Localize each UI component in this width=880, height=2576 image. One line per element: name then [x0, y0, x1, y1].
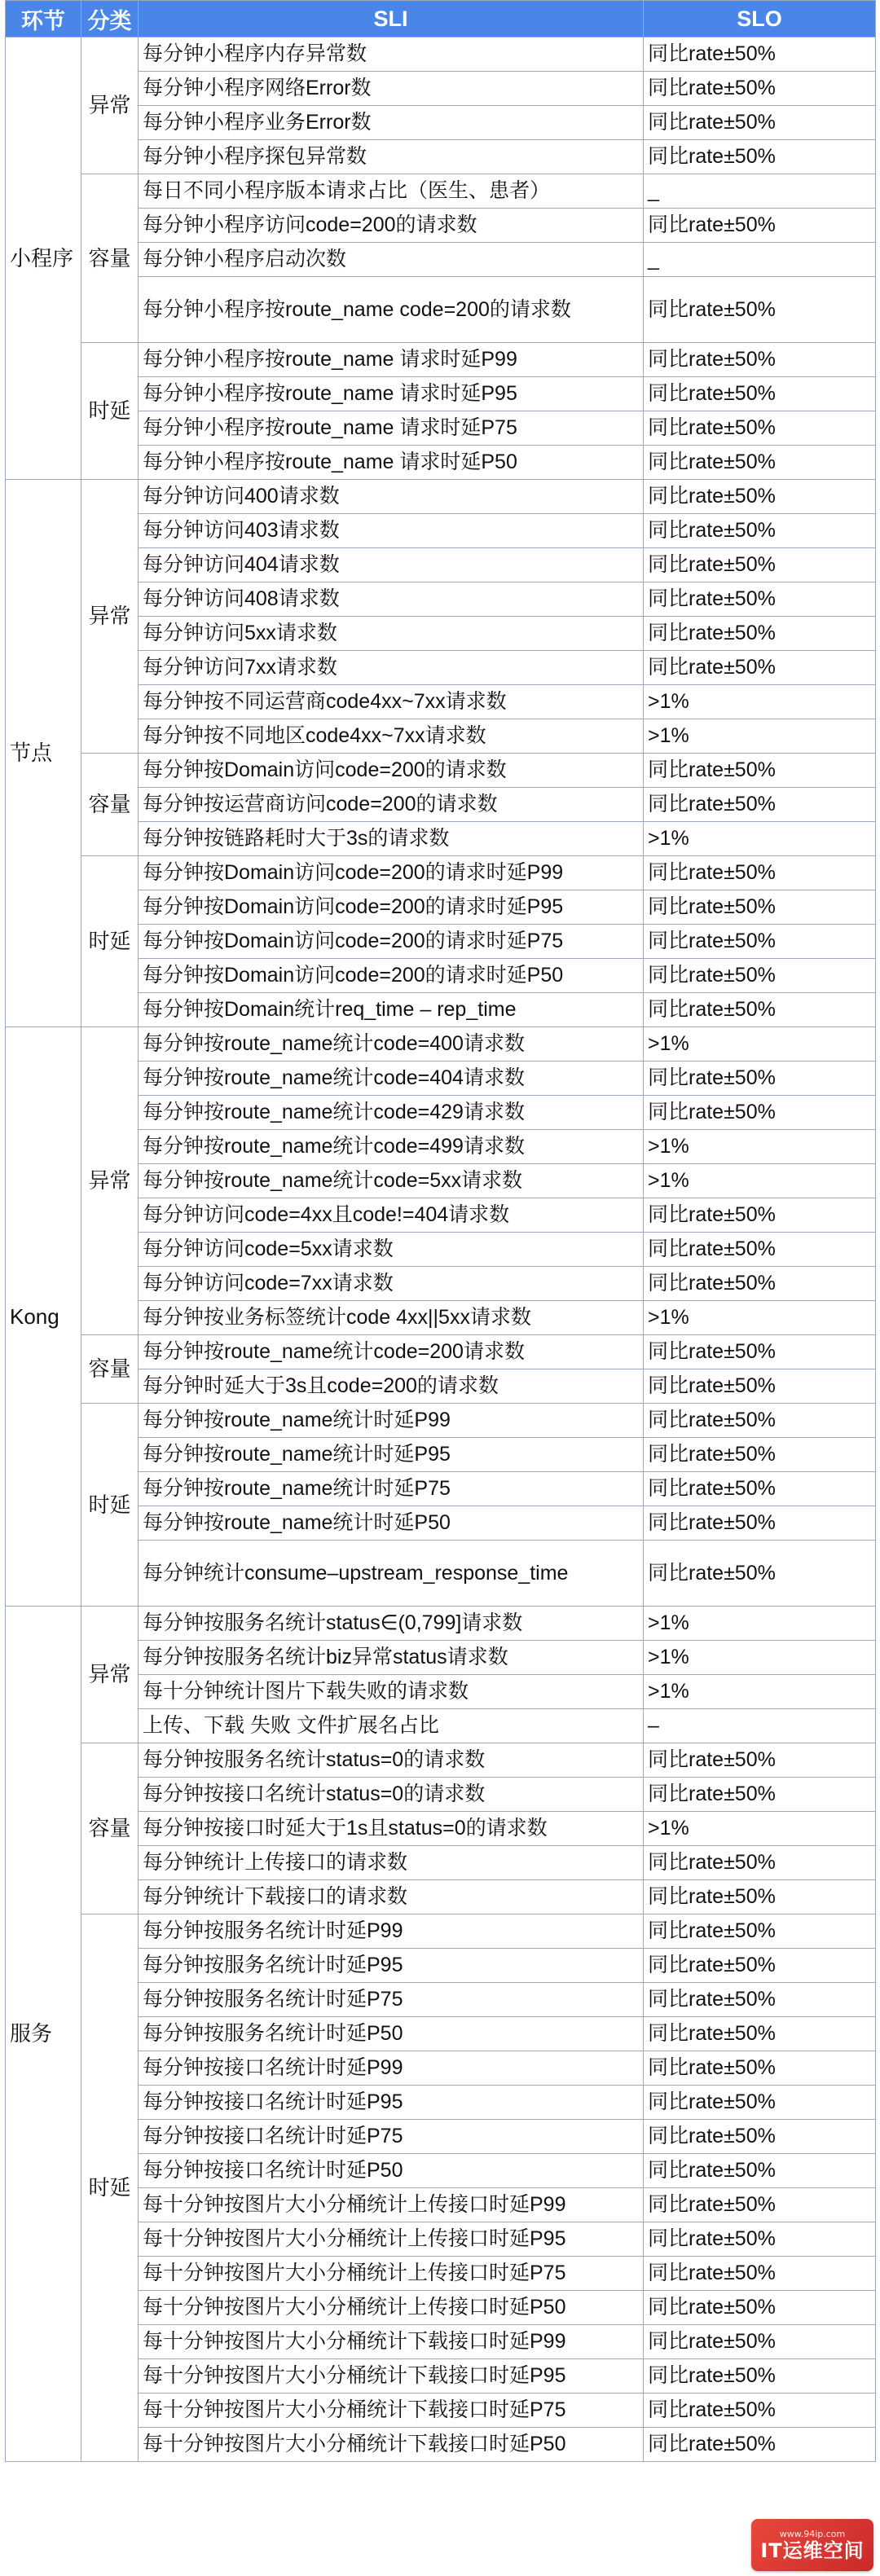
slo-cell: 同比rate±50% — [644, 1472, 876, 1506]
slo-cell: 同比rate±50% — [644, 1949, 876, 1983]
sli-cell: 每分钟按不同运营商code4xx~7xx请求数 — [139, 685, 644, 719]
sli-cell: 每分钟按服务名统计时延P99 — [139, 1914, 644, 1949]
slo-cell: >1% — [644, 1812, 876, 1846]
slo-cell: 同比rate±50% — [644, 2359, 876, 2394]
table-row — [6, 174, 876, 209]
sli-cell: 每分钟统计consume–upstream_response_time — [139, 1541, 644, 1607]
slo-cell: >1% — [644, 1027, 876, 1062]
sli-cell: 每分钟按route_name统计时延P99 — [139, 1404, 644, 1438]
sli-cell: 每十分钟按图片大小分桶统计上传接口时延P95 — [139, 2222, 644, 2257]
slo-cell: >1% — [644, 822, 876, 856]
slo-cell: 同比rate±50% — [644, 2154, 876, 2188]
sli-slo-table — [5, 0, 876, 2462]
slo-cell: 同比rate±50% — [644, 1983, 876, 2017]
sli-cell: 每十分钟按图片大小分桶统计上传接口时延P99 — [139, 2188, 644, 2222]
sli-cell: 每十分钟按图片大小分桶统计下载接口时延P75 — [139, 2394, 644, 2428]
slo-cell: 同比rate±50% — [644, 1541, 876, 1607]
sli-cell: 每分钟按服务名统计时延P95 — [139, 1949, 644, 1983]
category-cell: 时延 — [81, 1914, 139, 2462]
stage-cell: 小程序 — [6, 37, 81, 480]
sli-cell: 每十分钟按图片大小分桶统计上传接口时延P50 — [139, 2291, 644, 2325]
slo-cell: 同比rate±50% — [644, 2325, 876, 2359]
sli-cell: 每分钟按链路耗时大于3s的请求数 — [139, 822, 644, 856]
sli-cell: 每分钟按route_name统计code=200请求数 — [139, 1335, 644, 1369]
slo-cell: >1% — [644, 1675, 876, 1709]
sli-cell: 每分钟统计下载接口的请求数 — [139, 1880, 644, 1914]
slo-cell: 同比rate±50% — [644, 1743, 876, 1778]
slo-cell: 同比rate±50% — [644, 37, 876, 72]
sli-cell: 每分钟小程序访问code=200的请求数 — [139, 209, 644, 243]
slo-cell: 同比rate±50% — [644, 925, 876, 959]
slo-cell: 同比rate±50% — [644, 277, 876, 343]
category-cell: 容量 — [81, 1335, 139, 1404]
table-header-row — [6, 1, 876, 37]
sli-cell: 每分钟小程序网络Error数 — [139, 72, 644, 106]
sli-cell: 每分钟时延大于3s且code=200的请求数 — [139, 1369, 644, 1404]
watermark-logo — [751, 2519, 873, 2571]
slo-cell: 同比rate±50% — [644, 1506, 876, 1541]
sli-cell: 每分钟小程序按route_name 请求时延P99 — [139, 343, 644, 377]
slo-cell: 同比rate±50% — [644, 1438, 876, 1472]
header-slo: SLO — [644, 1, 876, 37]
slo-cell: 同比rate±50% — [644, 651, 876, 685]
slo-cell: 同比rate±50% — [644, 411, 876, 446]
sli-cell: 每分钟小程序内存异常数 — [139, 37, 644, 72]
slo-cell: 同比rate±50% — [644, 617, 876, 651]
slo-cell: 同比rate±50% — [644, 2222, 876, 2257]
slo-cell: 同比rate±50% — [644, 1914, 876, 1949]
slo-cell: 同比rate±50% — [644, 1778, 876, 1812]
slo-cell: >1% — [644, 1607, 876, 1641]
slo-cell: 同比rate±50% — [644, 1198, 876, 1233]
sli-cell: 每分钟小程序启动次数 — [139, 243, 644, 277]
sli-cell: 每分钟按运营商访问code=200的请求数 — [139, 788, 644, 822]
slo-cell: >1% — [644, 685, 876, 719]
sli-cell: 每分钟按Domain访问code=200的请求时延P50 — [139, 959, 644, 993]
category-cell: 异常 — [81, 37, 139, 174]
sli-cell: 每分钟按服务名统计status=0的请求数 — [139, 1743, 644, 1778]
sli-cell: 上传、下载 失败 文件扩展名占比 — [139, 1709, 644, 1743]
table-body — [6, 37, 876, 2462]
watermark-url: www.94ip.com — [779, 2528, 846, 2539]
sli-cell: 每分钟访问7xx请求数 — [139, 651, 644, 685]
sli-cell: 每分钟按route_name统计code=5xx请求数 — [139, 1164, 644, 1198]
sli-cell: 每分钟按route_name统计code=400请求数 — [139, 1027, 644, 1062]
slo-cell: 同比rate±50% — [644, 993, 876, 1027]
sli-cell: 每分钟按Domain统计req_time – rep_time — [139, 993, 644, 1027]
slo-cell: 同比rate±50% — [644, 1369, 876, 1404]
slo-cell: – — [644, 1709, 876, 1743]
sli-cell: 每分钟按接口时延大于1s且status=0的请求数 — [139, 1812, 644, 1846]
sli-cell: 每分钟按route_name统计code=404请求数 — [139, 1062, 644, 1096]
sli-cell: 每分钟访问403请求数 — [139, 514, 644, 548]
slo-cell: 同比rate±50% — [644, 209, 876, 243]
slo-cell: 同比rate±50% — [644, 1096, 876, 1130]
slo-cell: 同比rate±50% — [644, 582, 876, 617]
sli-cell: 每分钟小程序按route_name 请求时延P75 — [139, 411, 644, 446]
slo-cell: 同比rate±50% — [644, 106, 876, 140]
sli-cell: 每十分钟按图片大小分桶统计下载接口时延P99 — [139, 2325, 644, 2359]
stage-cell: 服务 — [6, 1607, 81, 2462]
slo-cell: 同比rate±50% — [644, 1846, 876, 1880]
category-cell: 异常 — [81, 1607, 139, 1743]
table-row — [6, 1607, 876, 1641]
sli-cell: 每分钟按接口名统计时延P75 — [139, 2120, 644, 2154]
sli-cell: 每十分钟统计图片下载失败的请求数 — [139, 1675, 644, 1709]
slo-cell: 同比rate±50% — [644, 1880, 876, 1914]
header-stage: 环节 — [6, 1, 81, 37]
slo-cell: 同比rate±50% — [644, 480, 876, 514]
slo-cell: 同比rate±50% — [644, 2017, 876, 2051]
sli-cell: 每分钟访问5xx请求数 — [139, 617, 644, 651]
sli-cell: 每分钟按服务名统计时延P50 — [139, 2017, 644, 2051]
table-row — [6, 1914, 876, 1949]
slo-cell: 同比rate±50% — [644, 2086, 876, 2120]
slo-cell: 同比rate±50% — [644, 2428, 876, 2462]
table-row — [6, 754, 876, 788]
slo-cell: 同比rate±50% — [644, 548, 876, 582]
sli-cell: 每分钟小程序业务Error数 — [139, 106, 644, 140]
sli-cell: 每分钟按Domain访问code=200的请求数 — [139, 754, 644, 788]
slo-cell: 同比rate±50% — [644, 1062, 876, 1096]
slo-cell: 同比rate±50% — [644, 2188, 876, 2222]
slo-cell: 同比rate±50% — [644, 1233, 876, 1267]
slo-cell: 同比rate±50% — [644, 856, 876, 890]
header-sli: SLI — [139, 1, 644, 37]
category-cell: 异常 — [81, 480, 139, 754]
table-row — [6, 37, 876, 72]
table-row — [6, 343, 876, 377]
slo-cell: 同比rate±50% — [644, 959, 876, 993]
sli-cell: 每分钟访问408请求数 — [139, 582, 644, 617]
category-cell: 容量 — [81, 174, 139, 343]
slo-cell: >1% — [644, 1130, 876, 1164]
category-cell: 异常 — [81, 1027, 139, 1335]
watermark-title: IT运维空间 — [760, 2539, 865, 2562]
table-row — [6, 480, 876, 514]
sli-cell: 每分钟按服务名统计biz异常status请求数 — [139, 1641, 644, 1675]
sli-cell: 每十分钟按图片大小分桶统计下载接口时延P50 — [139, 2428, 644, 2462]
slo-cell: _ — [644, 174, 876, 209]
slo-cell: 同比rate±50% — [644, 343, 876, 377]
sli-cell: 每分钟按route_name统计时延P50 — [139, 1506, 644, 1541]
slo-cell: >1% — [644, 1641, 876, 1675]
table-row — [6, 1335, 876, 1369]
sli-cell: 每分钟统计上传接口的请求数 — [139, 1846, 644, 1880]
slo-cell: 同比rate±50% — [644, 377, 876, 411]
sli-cell: 每分钟小程序探包异常数 — [139, 140, 644, 174]
slo-cell: 同比rate±50% — [644, 446, 876, 480]
sli-cell: 每分钟按route_name统计时延P95 — [139, 1438, 644, 1472]
sli-cell: 每分钟小程序按route_name 请求时延P50 — [139, 446, 644, 480]
sli-cell: 每分钟按Domain访问code=200的请求时延P99 — [139, 856, 644, 890]
sli-cell: 每分钟按接口名统计时延P95 — [139, 2086, 644, 2120]
slo-cell: 同比rate±50% — [644, 754, 876, 788]
sli-cell: 每十分钟按图片大小分桶统计下载接口时延P95 — [139, 2359, 644, 2394]
slo-cell: >1% — [644, 719, 876, 754]
slo-cell: 同比rate±50% — [644, 140, 876, 174]
sli-cell: 每分钟按route_name统计code=429请求数 — [139, 1096, 644, 1130]
sli-cell: 每分钟按接口名统计时延P99 — [139, 2051, 644, 2086]
sli-cell: 每分钟访问code=5xx请求数 — [139, 1233, 644, 1267]
sli-cell: 每十分钟按图片大小分桶统计上传接口时延P75 — [139, 2257, 644, 2291]
sli-cell: 每分钟访问code=4xx且code!=404请求数 — [139, 1198, 644, 1233]
slo-cell: 同比rate±50% — [644, 1404, 876, 1438]
sli-cell: 每分钟小程序按route_name 请求时延P95 — [139, 377, 644, 411]
slo-cell: 同比rate±50% — [644, 2051, 876, 2086]
sli-cell: 每分钟访问404请求数 — [139, 548, 644, 582]
slo-cell: 同比rate±50% — [644, 1267, 876, 1301]
category-cell: 时延 — [81, 1404, 139, 1607]
slo-cell: 同比rate±50% — [644, 514, 876, 548]
sli-cell: 每日不同小程序版本请求占比（医生、患者） — [139, 174, 644, 209]
sli-cell: 每分钟按route_name统计code=499请求数 — [139, 1130, 644, 1164]
category-cell: 时延 — [81, 343, 139, 480]
sli-cell: 每分钟按Domain访问code=200的请求时延P95 — [139, 890, 644, 925]
sli-cell: 每分钟按route_name统计时延P75 — [139, 1472, 644, 1506]
table-row — [6, 1404, 876, 1438]
table-row — [6, 856, 876, 890]
sli-cell: 每分钟小程序按route_name code=200的请求数 — [139, 277, 644, 343]
slo-cell: 同比rate±50% — [644, 2291, 876, 2325]
sli-cell: 每分钟按服务名统计时延P75 — [139, 1983, 644, 2017]
slo-cell: 同比rate±50% — [644, 1335, 876, 1369]
sli-cell: 每分钟按业务标签统计code 4xx||5xx请求数 — [139, 1301, 644, 1335]
slo-cell: 同比rate±50% — [644, 2394, 876, 2428]
slo-cell: 同比rate±50% — [644, 890, 876, 925]
sli-cell: 每分钟按不同地区code4xx~7xx请求数 — [139, 719, 644, 754]
sli-cell: 每分钟按Domain访问code=200的请求时延P75 — [139, 925, 644, 959]
table-row — [6, 1743, 876, 1778]
category-cell: 容量 — [81, 1743, 139, 1914]
category-cell: 容量 — [81, 754, 139, 856]
slo-cell: 同比rate±50% — [644, 72, 876, 106]
sli-cell: 每分钟按接口名统计status=0的请求数 — [139, 1778, 644, 1812]
slo-cell: >1% — [644, 1301, 876, 1335]
sli-cell: 每分钟按接口名统计时延P50 — [139, 2154, 644, 2188]
slo-cell: 同比rate±50% — [644, 788, 876, 822]
sli-cell: 每分钟访问400请求数 — [139, 480, 644, 514]
stage-cell: 节点 — [6, 480, 81, 1027]
sli-cell: 每分钟访问code=7xx请求数 — [139, 1267, 644, 1301]
stage-cell: Kong — [6, 1027, 81, 1607]
slo-cell: 同比rate±50% — [644, 2120, 876, 2154]
slo-cell: >1% — [644, 1164, 876, 1198]
category-cell: 时延 — [81, 856, 139, 1027]
slo-cell: 同比rate±50% — [644, 2257, 876, 2291]
header-category: 分类 — [81, 1, 139, 37]
slo-cell: _ — [644, 243, 876, 277]
sli-cell: 每分钟按服务名统计status∈(0,799]请求数 — [139, 1607, 644, 1641]
table-row — [6, 1027, 876, 1062]
